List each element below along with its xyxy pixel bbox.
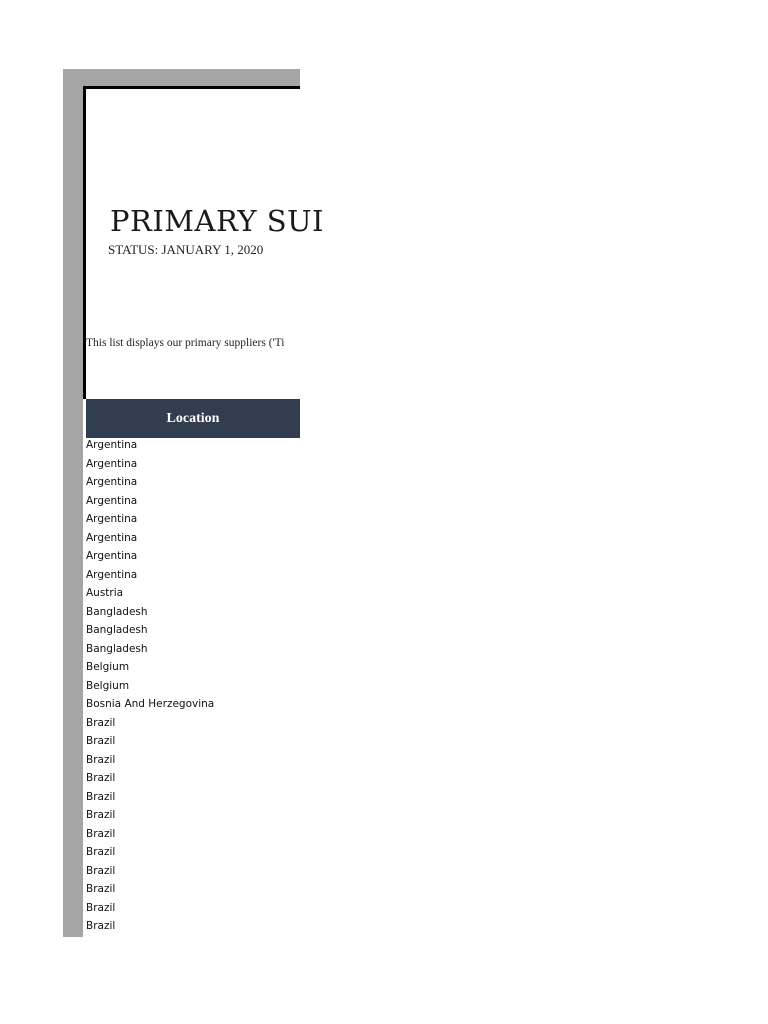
- table-row: Brazil: [86, 827, 116, 840]
- frame-left-border: [83, 86, 86, 399]
- table-row: Bangladesh: [86, 605, 148, 618]
- table-row: Brazil: [86, 772, 116, 784]
- table-row: Brazil: [86, 716, 116, 729]
- table-row: Brazil: [86, 753, 116, 766]
- table-row: Brazil: [86, 846, 116, 858]
- table-row: Brazil: [86, 735, 116, 747]
- table-row: Argentina: [86, 439, 138, 451]
- table-row: Argentina: [86, 476, 138, 488]
- table-row: Argentina: [86, 513, 138, 525]
- spreadsheet-page: [83, 86, 325, 937]
- document-title: PRIMARY SUI: [110, 204, 325, 238]
- table-row: Brazil: [86, 864, 116, 877]
- table-row: Bangladesh: [86, 642, 148, 655]
- table-row: Brazil: [86, 920, 116, 932]
- table-row: Argentina: [86, 531, 138, 544]
- frame-top-border: [83, 86, 300, 89]
- status-date: STATUS: JANUARY 1, 2020: [108, 242, 264, 257]
- table-row: Brazil: [86, 901, 116, 914]
- table-row: Brazil: [86, 809, 116, 821]
- location-list: [86, 438, 300, 938]
- table-row: Austria: [86, 587, 124, 599]
- table-row: Argentina: [86, 457, 138, 470]
- table-row: Brazil: [86, 790, 116, 803]
- table-row: Argentina: [86, 550, 138, 562]
- table-row: Argentina: [86, 568, 138, 581]
- column-header-location: [86, 399, 300, 438]
- table-row: Argentina: [86, 494, 138, 507]
- description-text: This list displays our primary suppliers ('Ti: [86, 337, 285, 349]
- table-row: Bangladesh: [86, 624, 148, 636]
- table-row: Bosnia And Herzegovina: [86, 698, 215, 710]
- table-row: Belgium: [86, 679, 130, 692]
- table-row: Brazil: [86, 883, 116, 895]
- column-header-label: Location: [166, 410, 220, 426]
- table-row: Belgium: [86, 661, 130, 673]
